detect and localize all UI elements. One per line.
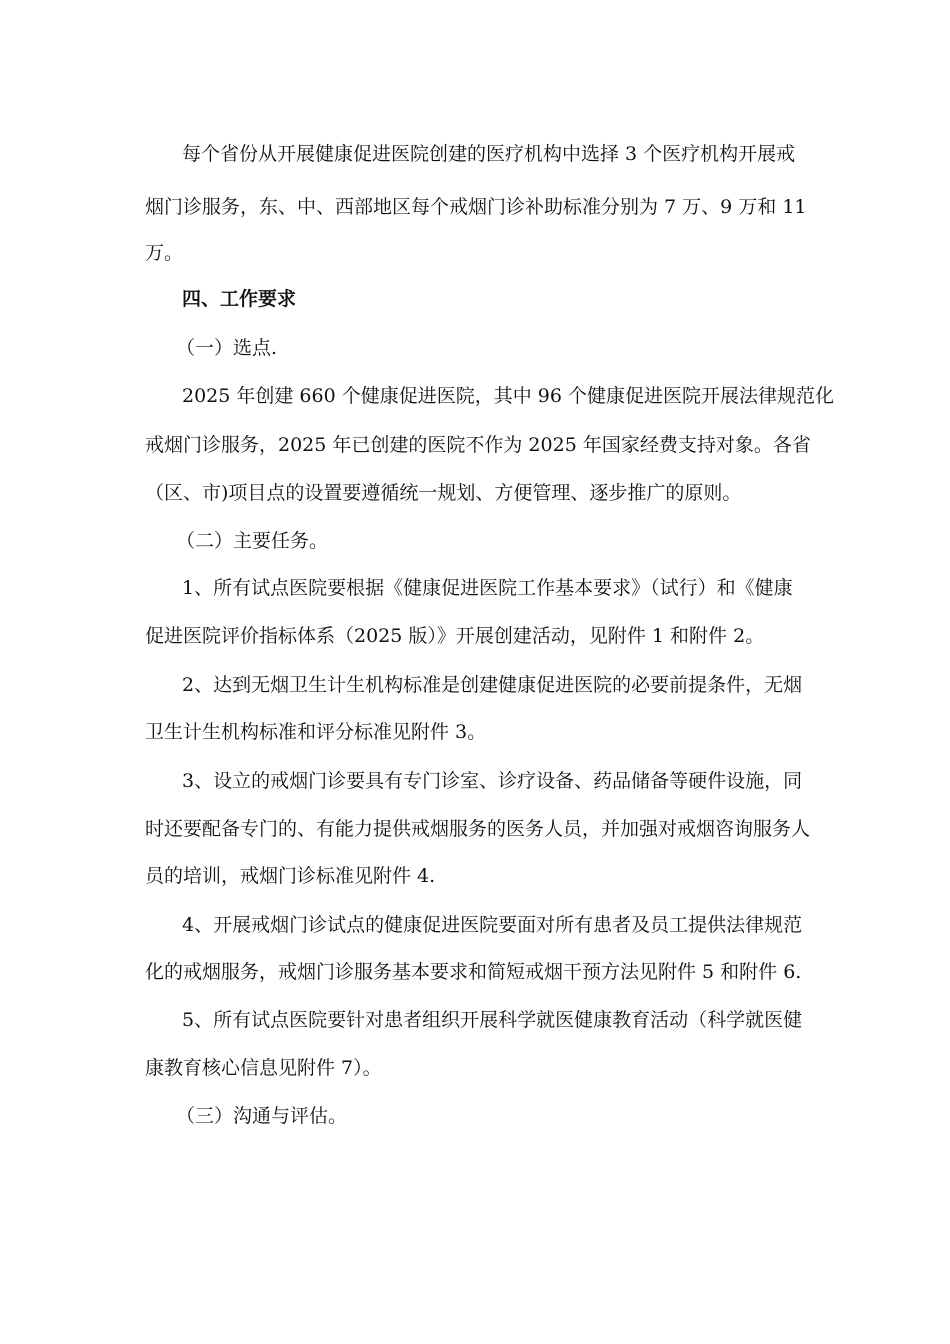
paragraph-line: （区、市)项目点的设置要遵循统一规划、方便管理、逐步推广的原则。 [145, 482, 742, 504]
subsection-heading: （二）主要任务。 [176, 530, 329, 552]
subsection-heading: （三）沟通与评估。 [176, 1105, 348, 1127]
list-item-line: 促进医院评价指标体系（2025 版）》开展创建活动，见附件 1 和附件 2。 [145, 625, 765, 647]
paragraph-line: 2025 年创建 660 个健康促进医院，其中 96 个健康促进医院开展法律规范化 [182, 385, 834, 407]
subsection-heading: （一）选点. [176, 337, 278, 359]
list-item-line: 化的戒烟服务，戒烟门诊服务基本要求和简短戒烟干预方法见附件 5 和附件 6. [145, 961, 802, 983]
list-item-line: 5、所有试点医院要针对患者组织开展科学就医健康教育活动（科学就医健 [182, 1009, 803, 1031]
list-item-line: 3、设立的戒烟门诊要具有专门诊室、诊疗设备、药品储备等硬件设施，同 [182, 770, 803, 792]
paragraph-line: 每个省份从开展健康促进医院创建的医疗机构中选择 3 个医疗机构开展戒 [182, 143, 796, 165]
paragraph-line: 戒烟门诊服务，2025 年已创建的医院不作为 2025 年国家经费支持对象。各省 [145, 434, 811, 456]
list-item-line: 康教育核心信息见附件 7）。 [145, 1057, 382, 1079]
paragraph-line: 万。 [145, 242, 184, 264]
list-item-line: 员的培训，戒烟门诊标准见附件 4. [145, 865, 436, 887]
paragraph-line: 烟门诊服务，东、中、西部地区每个戒烟门诊补助标准分别为 7 万、9 万和 11 [145, 196, 807, 218]
list-item-line: 1、所有试点医院要根据《健康促进医院工作基本要求》（试行）和《健康 [182, 577, 793, 599]
list-item-line: 时还要配备专门的、有能力提供戒烟服务的医务人员，并加强对戒烟咨询服务人 [145, 818, 811, 840]
section-heading: 四、工作要求 [182, 288, 297, 310]
list-item-line: 4、开展戒烟门诊试点的健康促进医院要面对所有患者及员工提供法律规范 [182, 914, 803, 936]
list-item-line: 2、达到无烟卫生计生机构标准是创建健康促进医院的必要前提条件，无烟 [182, 674, 803, 696]
list-item-line: 卫生计生机构标准和评分标准见附件 3。 [145, 721, 487, 743]
